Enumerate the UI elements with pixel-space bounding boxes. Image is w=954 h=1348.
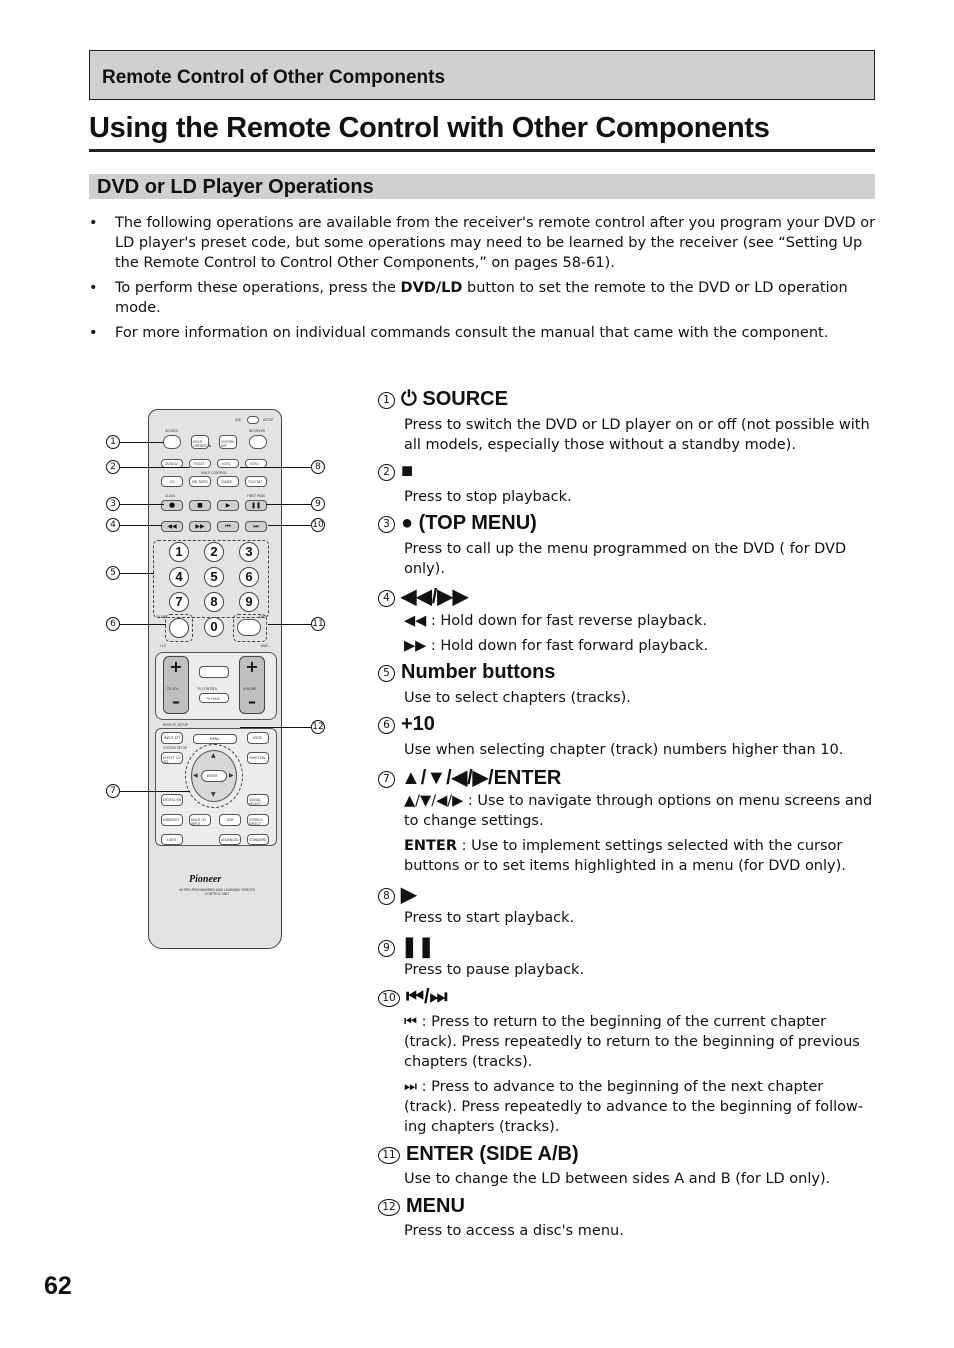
section-header: Remote Control of Other Components xyxy=(102,67,446,88)
pause-button: ❚❚ xyxy=(245,500,267,511)
item-heading-text: ⏮/⏭ xyxy=(406,986,448,1008)
remote-setup-label: REMOTE SETUP xyxy=(163,723,188,727)
section-header-band xyxy=(89,50,875,100)
leader-line xyxy=(240,467,311,468)
item-heading-text: +10 xyxy=(401,713,435,735)
mute-button xyxy=(247,732,269,744)
vcr1-button xyxy=(217,459,239,468)
item-4-body-2 xyxy=(404,636,879,656)
exit-label: EXIT xyxy=(259,615,267,619)
stop-button: ■ xyxy=(189,500,211,511)
callout-11: 11 xyxy=(312,619,324,629)
bullet-bold-text: DVD/LD xyxy=(400,280,463,296)
item-9-body xyxy=(404,960,879,980)
cursor-up-icon: ▲ xyxy=(211,752,216,759)
input-att-button xyxy=(161,732,183,744)
source-label: SOURCE xyxy=(165,429,179,433)
item-body-text: Use to change the LD between sides A and B (for LD only). xyxy=(404,1171,831,1187)
leader-line xyxy=(120,573,154,574)
item-11-body xyxy=(404,1169,879,1189)
multi-ch-input-label: MULTI CH INPUT xyxy=(191,818,206,826)
item-7-heading xyxy=(378,765,561,790)
unit-description: AV PRE-PROGRAMMED AND LEARNING REMOTE CONTROL UNIT xyxy=(179,888,255,896)
item-8-body xyxy=(404,908,879,928)
callout-12: 12 xyxy=(312,722,324,732)
item-heading-text: ❚❚ xyxy=(401,936,435,958)
input-att-label: INPUT ATT xyxy=(164,736,181,740)
volume-rocker: + – xyxy=(239,656,265,714)
item-8-heading xyxy=(378,882,416,907)
item-12-body xyxy=(404,1221,879,1241)
receiver-power-button xyxy=(249,435,267,449)
setup-label: SETUP xyxy=(263,418,274,422)
previous-chapter-button: ⏮ xyxy=(217,521,239,532)
cursor-down-icon: ▼ xyxy=(211,791,216,798)
item-3-body xyxy=(404,539,879,579)
play-button: ▶ xyxy=(217,500,239,511)
digit-8-button: 8 xyxy=(204,592,224,612)
item-7-body-2 xyxy=(404,836,879,876)
item-body-text: ▲/▼/◀/▶ : Use to navigate through options on menu screens and to change settings. xyxy=(404,793,873,829)
item-6-body xyxy=(404,740,879,760)
class-label: CLASS xyxy=(165,494,176,498)
item-number-badge: 8 xyxy=(378,888,395,905)
enter-label: ENTER xyxy=(207,774,218,778)
cursor-left-icon: ◀ xyxy=(193,772,198,779)
item-body-text: Press to stop playback. xyxy=(404,489,572,505)
brand-logo: Pioneer xyxy=(189,874,222,885)
function-label: FUNCTION xyxy=(249,756,266,760)
md-tape-button xyxy=(189,476,211,487)
digital-nr-button xyxy=(161,794,183,806)
leader-line xyxy=(240,727,311,728)
digit-4-button: 4 xyxy=(169,567,189,587)
item-body-text: ▶▶ : Hold down for fast forward playback. xyxy=(404,638,709,654)
item-number-badge: 10 xyxy=(378,990,400,1007)
item-heading-text: ● (TOP MENU) xyxy=(401,512,537,534)
item-body-text: Press to start playback. xyxy=(404,910,575,926)
signal-select-label: SIGNAL SELECT xyxy=(249,798,261,806)
item-heading-text: ENTER (SIDE A/B) xyxy=(406,1143,579,1165)
leader-line xyxy=(268,624,311,625)
enter-side-outline xyxy=(233,614,267,642)
page-number: 62 xyxy=(44,1272,72,1300)
leader-line xyxy=(120,624,166,625)
item-9-heading xyxy=(378,934,435,959)
first-page-label: FIRST PAGE xyxy=(247,494,266,498)
item-number-badge: 12 xyxy=(378,1199,400,1216)
leader-line xyxy=(120,442,164,443)
item-5-body xyxy=(404,688,879,708)
tv-volume-rocker: + – xyxy=(163,656,189,714)
item-2-body xyxy=(404,487,879,507)
system-off-label: SYSTEM OFF xyxy=(221,440,234,448)
callout-7: 7 xyxy=(106,784,120,798)
tv-func-label: TV FUNC xyxy=(206,697,220,701)
callout-1: 1 xyxy=(106,435,120,449)
system-off-button xyxy=(219,435,237,449)
vcr2-label: VCR2 xyxy=(250,462,259,466)
standard-label: STANDARD xyxy=(249,838,267,842)
digit-9-button: 9 xyxy=(239,592,259,612)
leader-line xyxy=(266,504,311,505)
multi-operation-button xyxy=(191,435,212,449)
item-4-heading xyxy=(378,584,468,609)
digital-nr-label: DIGITAL NR xyxy=(163,798,182,802)
dsp-label: DSP xyxy=(227,818,234,822)
dvd-ld-label: DVD/LD xyxy=(165,462,178,466)
use-label: USE xyxy=(235,418,242,422)
item-heading-text: ⏻ SOURCE xyxy=(401,388,508,410)
item-body-text: Use to select chapters (tracks). xyxy=(404,690,631,706)
disc-label: DISC xyxy=(261,644,269,648)
item-10-body-2 xyxy=(404,1077,879,1137)
rewind-button: ◀◀ xyxy=(161,521,183,532)
item-1-heading xyxy=(378,388,508,411)
item-heading-text: ▲/▼/◀/▶/ENTER xyxy=(401,767,562,789)
title-rule xyxy=(89,149,875,152)
source-power-button xyxy=(163,435,181,449)
item-number-badge: 9 xyxy=(378,940,395,957)
item-body-bold: ENTER xyxy=(404,838,458,854)
remote-body xyxy=(148,409,282,949)
digit-7-button: 7 xyxy=(169,592,189,612)
bullet-item xyxy=(89,278,879,318)
guide-label: GUIDE xyxy=(157,615,168,619)
advanced-button xyxy=(219,834,241,845)
item-10-heading xyxy=(378,986,448,1009)
callout-4: 4 xyxy=(106,518,120,532)
leader-line xyxy=(120,525,162,526)
plus10-outline xyxy=(165,614,193,642)
tv-cont-button xyxy=(245,476,267,487)
item-10-body xyxy=(404,1012,879,1072)
digit-0-button: 0 xyxy=(204,617,224,637)
dsp-button xyxy=(219,814,241,826)
tv-func-button xyxy=(199,693,229,703)
item-body-text: Press to switch the DVD or LD player on or off (not possible with all models, especially those without a standby mode). xyxy=(404,417,870,453)
signal-select-button xyxy=(247,794,269,806)
bullet-item xyxy=(89,213,879,273)
function-button xyxy=(247,752,269,764)
item-number-badge: 2 xyxy=(378,464,395,481)
callout-9: 9 xyxy=(311,497,325,511)
tv-sat-label: TV/SAT xyxy=(193,462,205,466)
callout-8: 8 xyxy=(311,460,325,474)
receiver-label: RECEIVER xyxy=(249,429,265,433)
digit-6-button: 6 xyxy=(239,567,259,587)
item-number-badge: 5 xyxy=(378,665,395,682)
item-body-text: ⏭ : Press to advance to the beginning of the next chapter (track). Press repeatedly to advance to the beginning of follow-ing chapters (tracks). xyxy=(404,1079,864,1135)
tuner-button xyxy=(217,476,239,487)
effect-chsel-label: EFFECT CH SEL xyxy=(163,756,181,764)
menu-label: MENU xyxy=(210,737,220,741)
tuner-label: TUNER xyxy=(221,480,232,484)
stereo-direct-button xyxy=(247,814,269,826)
effect-chsel-button xyxy=(161,752,183,764)
tv-cont-label: TV/CONT xyxy=(248,480,263,484)
multi-control-label: MULTI CONTROL xyxy=(201,471,227,475)
item-number-badge: 4 xyxy=(378,590,395,607)
item-1-body xyxy=(404,415,879,455)
bullet-text: The following operations are available from the receiver's remote control after you program your DVD or LD player's preset code, but some operations may need to be learned by the receiver (see “Setting Up the Remote Control to Control Other Components,” on pages 58-61). xyxy=(115,215,876,271)
item-heading-text: ▶ xyxy=(401,884,417,906)
callout-10: 10 xyxy=(312,520,324,530)
intro-bullets xyxy=(89,213,879,348)
callout-5: 5 xyxy=(106,566,120,580)
digit-1-button: 1 xyxy=(169,542,189,562)
remote-illustration xyxy=(100,395,340,955)
item-body-text: ⏮ : Press to return to the beginning of the current chapter (track). Press repeatedly to return to the beginning of previous chapters (tracks). xyxy=(404,1014,860,1070)
menu-button xyxy=(193,734,237,744)
item-number-badge: 6 xyxy=(378,717,395,734)
digit-2-button: 2 xyxy=(204,542,224,562)
cursor-right-icon: ▶ xyxy=(229,772,234,779)
tv-control-label: TV CONTROL xyxy=(197,687,218,691)
item-7-body xyxy=(404,791,879,831)
item-body-text: ◀◀ : Hold down for fast reverse playback. xyxy=(404,613,708,629)
leader-line xyxy=(120,504,164,505)
bullet-text: button to set the remote to the DVD or LD operation mode. xyxy=(115,280,848,316)
light-label: LIGHT xyxy=(167,838,177,842)
item-11-heading xyxy=(378,1143,579,1166)
midnight-button xyxy=(161,814,183,826)
item-6-heading xyxy=(378,713,435,736)
item-heading-text: ■ xyxy=(401,460,414,482)
digit-5-button: 5 xyxy=(204,567,224,587)
callout-3: 3 xyxy=(106,497,120,511)
top-menu-button: ● xyxy=(161,500,183,511)
volume-label: VOLUME xyxy=(243,687,257,691)
leader-line xyxy=(268,525,311,526)
callout-2: 2 xyxy=(106,460,120,474)
item-heading-text: ◀◀/▶▶ xyxy=(401,586,469,608)
page-title: Using the Remote Control with Other Components xyxy=(89,112,770,144)
mute-label: MUTE xyxy=(253,736,263,740)
item-2-heading xyxy=(378,460,413,483)
item-body-text: : Use to implement settings selected with the cursor buttons or to set items highlighted in a menu (for DVD only). xyxy=(404,838,846,874)
item-3-heading xyxy=(378,512,537,535)
midnight-label: MIDNIGHT xyxy=(163,818,180,822)
item-12-heading xyxy=(378,1195,465,1218)
item-number-badge: 11 xyxy=(378,1147,400,1164)
vcr1-label: VCR1 xyxy=(222,462,231,466)
leader-line xyxy=(120,467,190,468)
bullet-text: For more information on individual commands consult the manual that came with the component. xyxy=(115,325,829,341)
bullet-text: To perform these operations, press the xyxy=(115,280,401,296)
advanced-label: ADVANCED xyxy=(221,838,239,842)
tv-power-button xyxy=(199,666,229,678)
multi-operation-label: MULTI OPERATION xyxy=(193,440,212,448)
light-button xyxy=(161,834,183,845)
item-body-text: Press to call up the menu programmed on the DVD ( for DVD only). xyxy=(404,541,847,577)
item-5-heading xyxy=(378,661,555,684)
cd-label: CD xyxy=(170,480,175,484)
callout-6: 6 xyxy=(106,617,120,631)
standard-button xyxy=(247,834,269,845)
cd-button xyxy=(161,476,183,487)
tv-vol-label: TV VOL xyxy=(167,687,179,691)
item-number-badge: 1 xyxy=(378,392,395,409)
next-chapter-button: ⏭ xyxy=(245,521,267,532)
bullet-item xyxy=(89,323,879,343)
subsection-band xyxy=(89,174,875,199)
system-setup-label: SYSTEM SETUP xyxy=(163,746,187,750)
enter-button xyxy=(201,770,227,782)
item-body-text: Press to pause playback. xyxy=(404,962,585,978)
tv-sat-button xyxy=(189,459,211,468)
item-number-badge: 7 xyxy=(378,771,395,788)
item-heading-text: Number buttons xyxy=(401,661,556,683)
leader-line xyxy=(120,791,190,792)
item-body-text: Use when selecting chapter (track) numbers higher than 10. xyxy=(404,742,844,758)
subsection-title: DVD or LD Player Operations xyxy=(97,176,374,198)
md-tape-label: MD TAPE2 xyxy=(192,480,209,484)
stereo-direct-label: STEREO/ DIRECT xyxy=(249,818,263,826)
plus10-label: +10 xyxy=(159,644,166,648)
fast-forward-button: ▶▶ xyxy=(189,521,211,532)
digit-3-button: 3 xyxy=(239,542,259,562)
item-body-text: Press to access a disc's menu. xyxy=(404,1223,624,1239)
item-4-body xyxy=(404,611,879,631)
use-setup-switch xyxy=(247,416,259,424)
item-number-badge: 3 xyxy=(378,516,395,533)
multi-ch-input-button xyxy=(189,814,211,826)
item-heading-text: MENU xyxy=(406,1195,465,1217)
